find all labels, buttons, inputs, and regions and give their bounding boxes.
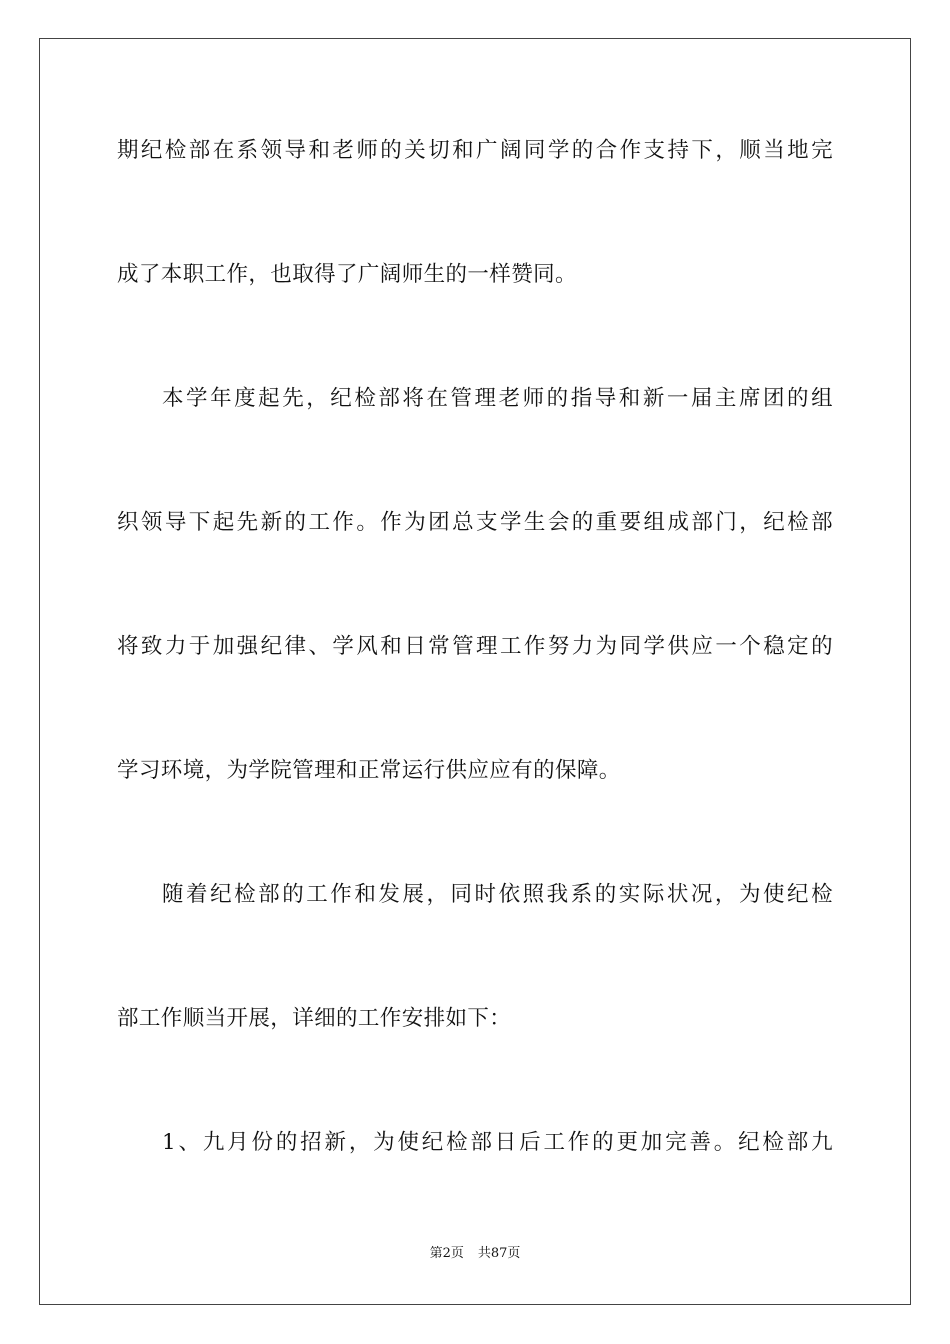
text-line-1: 期纪检部在系领导和老师的关切和广阔同学的合作支持下，顺当地完 [117,138,833,163]
text-line-5: 将致力于加强纪律、学风和日常管理工作努力为同学供应一个稳定的 [117,634,833,659]
page-frame [39,38,911,1305]
page-total: 共87页 [477,1246,521,1261]
text-line-6: 学习环境，为学院管理和正常运行供应应有的保障。 [117,758,621,783]
text-line-9: 1、九月份的招新，为使纪检部日后工作的更加完善。纪检部九 [162,1130,833,1155]
text-line-8: 部工作顺当开展，详细的工作安排如下： [117,1006,512,1031]
text-line-3: 本学年度起先，纪检部将在管理老师的指导和新一届主席团的组 [162,386,833,411]
page-number: 第2页 [429,1246,464,1261]
text-line-7: 随着纪检部的工作和发展，同时依照我系的实际状况，为使纪检 [162,882,833,907]
text-line-4: 织领导下起先新的工作。作为团总支学生会的重要组成部门，纪检部 [117,510,833,535]
page-footer [0,1245,950,1263]
text-line-2: 成了本职工作，也取得了广阔师生的一样赞同。 [117,262,577,287]
